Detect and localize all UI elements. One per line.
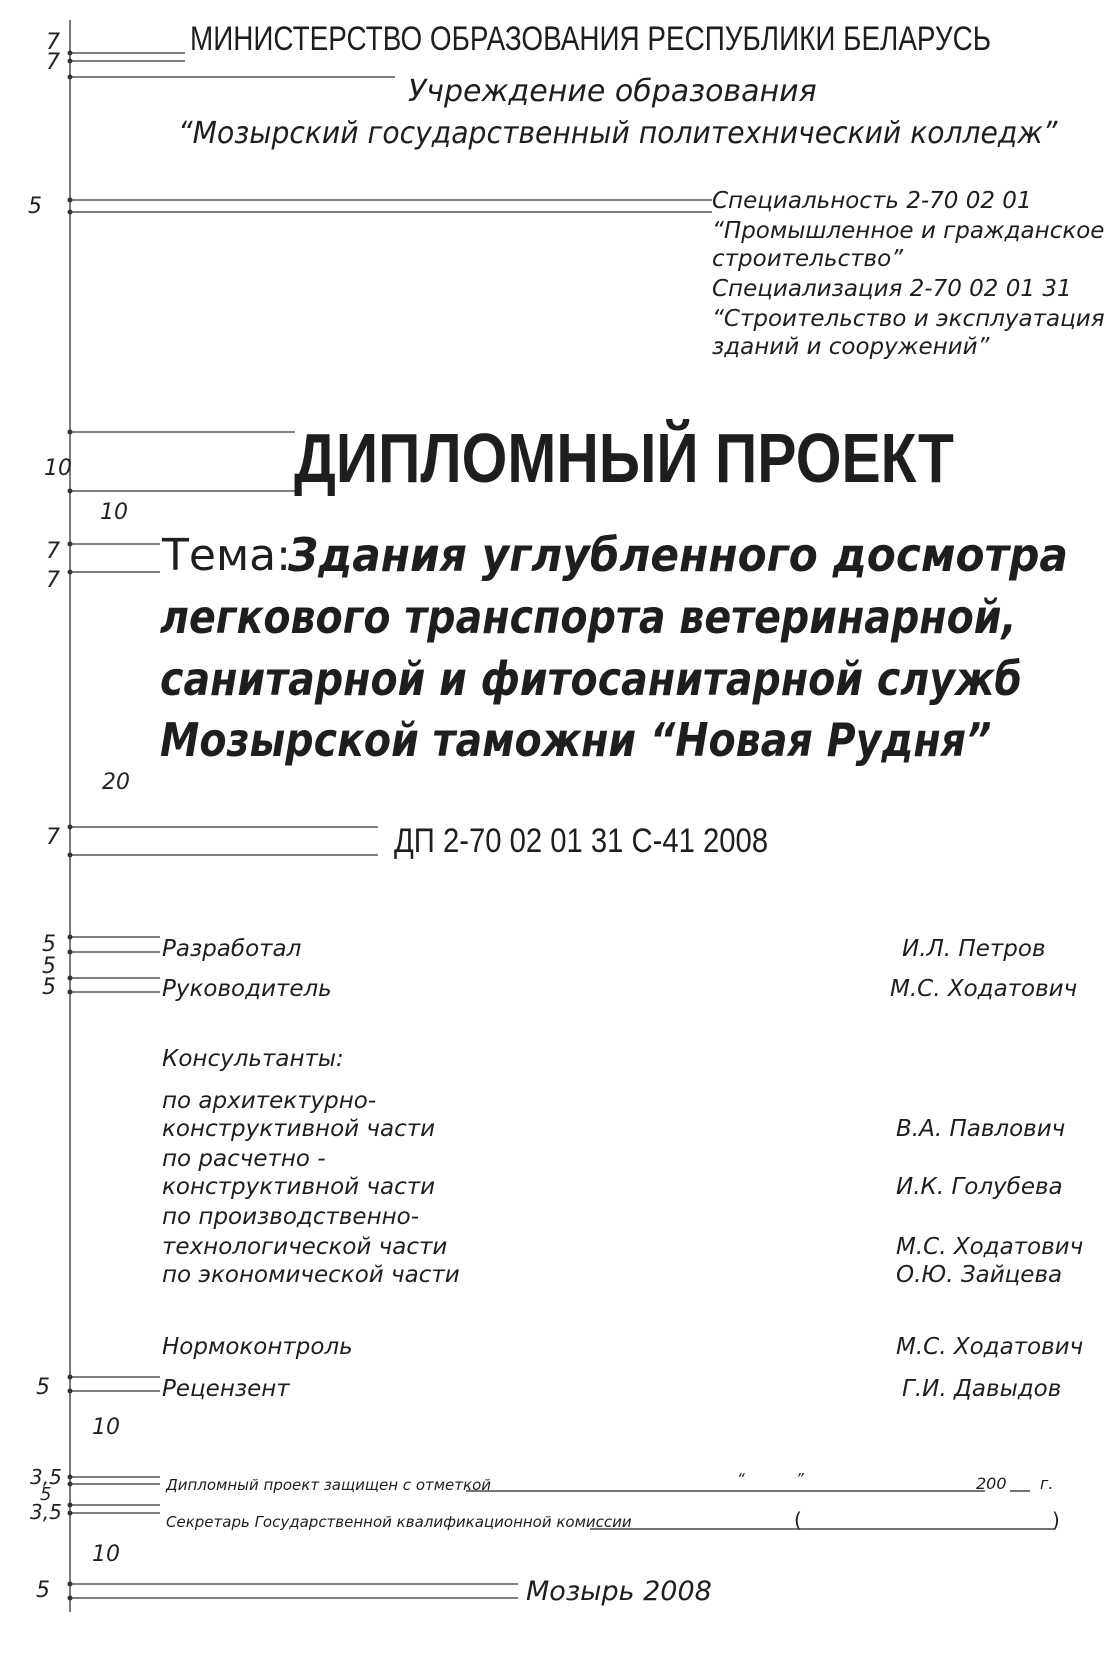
consultant-name: М.С. Ходатович <box>896 1234 1084 1260</box>
dim-label: 7 <box>46 30 60 55</box>
dim-label: 5 <box>36 1578 50 1603</box>
dim-label: 10 <box>92 1415 120 1440</box>
city-year: Мозырь 2008 <box>526 1576 712 1607</box>
developed-name: И.Л. Петров <box>902 936 1046 962</box>
dim-label: 7 <box>46 539 60 564</box>
topic-line: Здания углубленного досмотра <box>288 528 1068 582</box>
specialty-line: зданий и сооружений” <box>712 334 990 360</box>
defense-year: 200 <box>976 1474 1007 1493</box>
reviewer-name: Г.И. Давыдов <box>902 1376 1062 1402</box>
dim-label: 10 <box>92 1542 120 1567</box>
specialty-line: “Строительство и эксплуатация <box>712 306 1105 332</box>
consultant-name: О.Ю. Зайцева <box>896 1262 1063 1288</box>
dim-label: 7 <box>46 50 60 75</box>
consultant-role: конструктивной части <box>162 1174 436 1200</box>
defense-year-suffix: г. <box>1040 1474 1054 1493</box>
dim-label: 5 <box>36 1375 50 1400</box>
secretary-text: Секретарь Государственной квалификационной комиссии <box>166 1513 632 1531</box>
consultant-role: конструктивной части <box>162 1116 436 1142</box>
consultant-role: по экономической части <box>162 1262 460 1288</box>
specialty-line: “Промышленное и гражданское <box>712 218 1105 244</box>
consultant-role: по архитектурно- <box>162 1088 377 1114</box>
specialty-line: Специальность 2-70 02 01 <box>712 188 1032 214</box>
consultant-role: по производственно- <box>162 1204 420 1230</box>
consultant-name: В.А. Павлович <box>896 1116 1066 1142</box>
quote-open: “ <box>737 1470 745 1488</box>
dim-label: 20 <box>102 770 130 795</box>
institution-line: Учреждение образования <box>408 74 817 109</box>
dim-label: 10 <box>100 500 128 525</box>
consultant-role: технологической части <box>162 1234 448 1260</box>
document-code: ДП 2-70 02 01 31 С-41 2008 <box>394 822 769 860</box>
reviewer-label: Рецензент <box>162 1376 290 1402</box>
dim-label: 7 <box>46 568 60 593</box>
normcontrol-name: М.С. Ходатович <box>896 1334 1084 1360</box>
supervisor-name: М.С. Ходатович <box>890 976 1078 1002</box>
paren-open: ( <box>794 1508 802 1532</box>
dim-label: 5 <box>28 194 42 219</box>
dim-label: 5 <box>40 1484 52 1505</box>
dim-label: 10 <box>44 456 72 481</box>
normcontrol-label: Нормоконтроль <box>162 1334 353 1360</box>
consultant-name: И.К. Голубева <box>896 1174 1063 1200</box>
supervisor-label: Руководитель <box>162 976 332 1002</box>
consultant-role: по расчетно - <box>162 1146 326 1172</box>
document-title: ДИПЛОМНЫЙ ПРОЕКТ <box>294 419 954 497</box>
dim-label: 3,5 <box>30 1465 62 1489</box>
paren-close: ) <box>1052 1508 1060 1532</box>
dim-label: 7 <box>46 825 60 850</box>
specialty-line: Специализация 2-70 02 01 31 <box>712 276 1072 302</box>
dim-label: 5 <box>42 932 56 957</box>
quote-close: ” <box>796 1470 804 1488</box>
ministry-heading: МИНИСТЕРСТВО ОБРАЗОВАНИЯ РЕСПУБЛИКИ БЕЛАРУСЬ <box>190 20 992 58</box>
dim-label: 5 <box>42 954 56 979</box>
topic-line: санитарной и фитосанитарной служб <box>160 652 1023 706</box>
consultants-heading: Консультанты: <box>162 1046 344 1072</box>
topic-label: Тема: <box>162 530 291 581</box>
developed-label: Разработал <box>162 936 302 962</box>
dim-label: 3,5 <box>30 1500 62 1524</box>
dim-label: 5 <box>42 975 56 1000</box>
topic-line: легкового транспорта ветеринарной, <box>160 590 1017 644</box>
specialty-line: строительство” <box>712 246 904 272</box>
defense-text: Дипломный проект защищен с отметкой <box>166 1476 491 1494</box>
institution-name: “Мозырский государственный политехнический колледж” <box>178 116 1058 151</box>
topic-line: Мозырской таможни “Новая Рудня” <box>160 713 992 767</box>
